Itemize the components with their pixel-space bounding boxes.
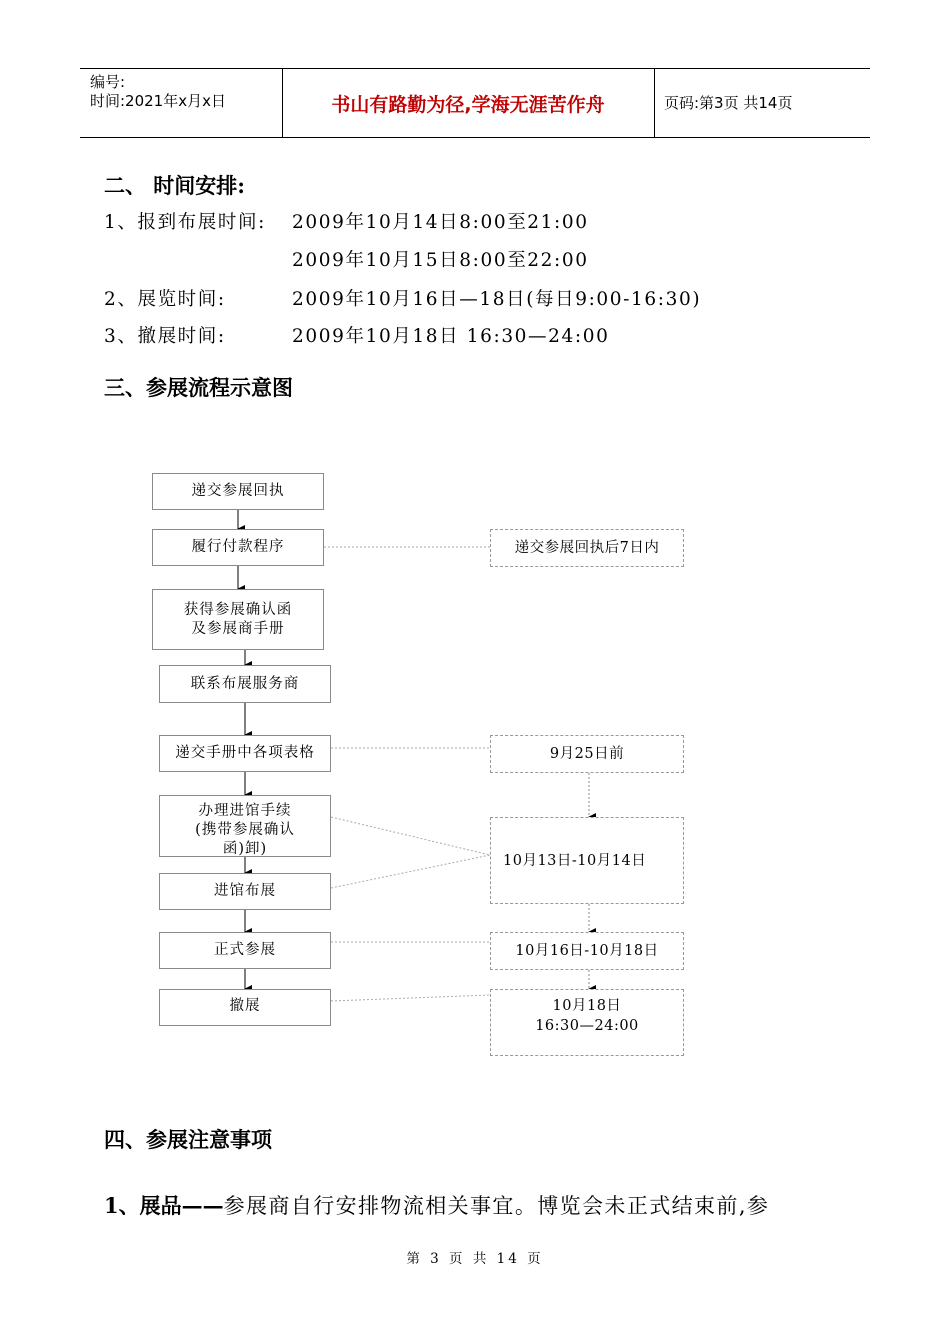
connector-3 — [331, 817, 490, 855]
flow-step-payment: 履行付款程序 — [152, 529, 324, 566]
schedule-row-4-value: 2009年10月18日 16:30—24:00 — [292, 326, 610, 347]
flow-note-before-sep-25: 9月25日前 — [490, 735, 684, 773]
flow-step-move-in: 进馆布展 — [159, 873, 331, 910]
flow-heading: 三、参展流程示意图 — [104, 375, 293, 400]
schedule-row-3-value: 2009年10月16日—18日(每日9:00-16:30) — [292, 289, 702, 310]
page-footer: 第 3 页 共 14 页 — [406, 1251, 544, 1267]
notice-item-1-title: 1、展品—— — [104, 1193, 224, 1218]
header-number-label: 编号: — [90, 73, 126, 91]
flow-note-oct-13-14: 10月13日-10月14日 — [490, 817, 684, 904]
header-page-label: 页码:第3页 共14页 — [664, 94, 793, 112]
schedule-row-3-label: 2、展览时间: — [104, 289, 226, 310]
notice-item-1-text: 参展商自行安排物流相关事宜。博览会未正式结束前,参 — [223, 1194, 770, 1218]
flow-step-contact-contractor: 联系布展服务商 — [159, 665, 331, 703]
schedule-row-1-label: 1、报到布展时间: — [104, 212, 266, 233]
header-time-label: 时间:2021年x月x日 — [90, 92, 226, 110]
notice-item-1 — [104, 1190, 769, 1220]
flow-step-submit-forms: 递交手册中各项表格 — [159, 735, 331, 772]
connector-6 — [331, 995, 490, 1001]
schedule-row-1-value: 2009年10月14日8:00至21:00 — [292, 212, 589, 233]
schedule-row-4-label: 3、撤展时间: — [104, 326, 226, 347]
header-motto: 书山有路勤为径,学海无涯苦作舟 — [331, 93, 605, 116]
flow-step-confirmation: 获得参展确认函 及参展商手册 — [152, 589, 324, 650]
flow-note-oct-16-18: 10月16日-10月18日 — [490, 932, 684, 970]
flow-note-oct-18: 10月18日 16:30—24:00 — [490, 989, 684, 1056]
connector-4 — [331, 855, 490, 888]
flow-step-move-out: 撤展 — [159, 989, 331, 1026]
notices-heading: 四、参展注意事项 — [104, 1127, 272, 1152]
flow-step-submit-receipt: 递交参展回执 — [152, 473, 324, 510]
flow-step-entry-procedure: 办理进馆手续 (携带参展确认 函)卸) — [159, 795, 331, 857]
schedule-row-2-value: 2009年10月15日8:00至22:00 — [292, 250, 589, 271]
flow-step-exhibit: 正式参展 — [159, 932, 331, 969]
schedule-heading: 二、 时间安排: — [104, 173, 246, 198]
flow-note-within-7-days: 递交参展回执后7日内 — [490, 529, 684, 567]
